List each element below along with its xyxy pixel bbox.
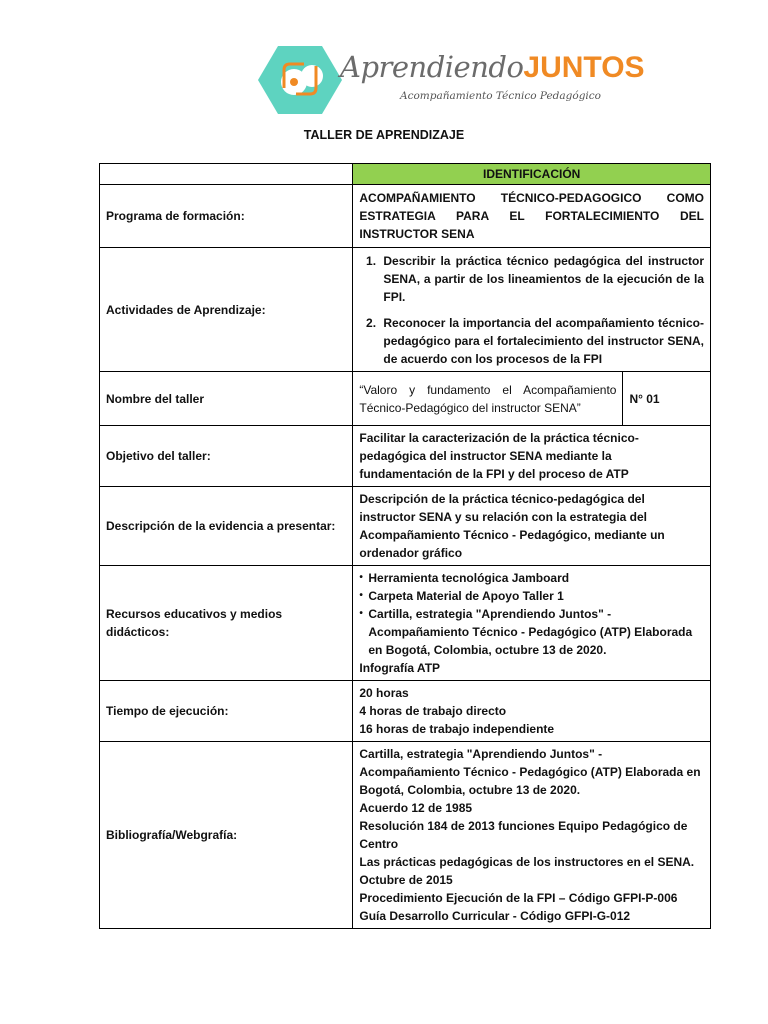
- list-item: 1. Describir la práctica técnico pedagógica del instructor SENA, a partir de los lineamientos de la ejecución de la FPI.: [379, 252, 704, 306]
- objetivo-label: Objetivo del taller:: [100, 426, 353, 487]
- aprendiendo-juntos-logo: [258, 44, 645, 116]
- bibliografia-line: Las prácticas pedagógicas de los instructores en el SENA. Octubre de 2015: [359, 855, 695, 887]
- logo-brand-bold: JUNTOS: [523, 51, 645, 84]
- objetivo-value: Facilitar la caracterización de la práctica técnico-pedagógica del instructor SENA mediante la fundamentación de la FPI y del proceso de ATP: [353, 426, 711, 487]
- evidencia-label: Descripción de la evidencia a presentar:: [100, 487, 353, 566]
- actividades-label: Actividades de Aprendizaje:: [100, 248, 353, 372]
- table-row: [100, 372, 711, 426]
- identification-table: [99, 163, 711, 929]
- nombre-label: Nombre del taller: [100, 372, 353, 426]
- bibliografia-line: Guía Desarrollo Curricular - Código GFPI-G-012: [359, 909, 631, 923]
- bibliografia-label: Bibliografía/Webgrafía:: [100, 742, 353, 929]
- table-row: [100, 742, 711, 929]
- bibliografia-line: Acuerdo 12 de 1985: [359, 801, 473, 815]
- list-item: • Carpeta Material de Apoyo Taller 1: [359, 587, 704, 605]
- tiempo-line: 4 horas de trabajo directo: [359, 704, 507, 718]
- nombre-value: “Valoro y fundamento el Acompañamiento Técnico-Pedagógico del instructor SENA”: [353, 372, 623, 426]
- table-row: [100, 248, 711, 372]
- bibliografia-line: Cartilla, estrategia "Aprendiendo Juntos" - Acompañamiento Técnico - Pedagógico (ATP) Elaborada en Bogotá, Colombia, octubre 13 de 2020.: [359, 747, 701, 797]
- section-header: IDENTIFICACIÓN: [353, 164, 711, 185]
- logo-tagline: Acompañamiento Técnico Pedagógico: [400, 90, 601, 102]
- recursos-label: Recursos educativos y medios didácticos:: [100, 566, 353, 681]
- programa-value: ACOMPAÑAMIENTO TÉCNICO-PEDAGOGICO COMO ESTRATEGIA PARA EL FORTALECIMIENTO DEL INSTRUCTOR SENA: [353, 185, 711, 248]
- hexagon-logo-icon: [258, 44, 342, 116]
- tiempo-line: 16 horas de trabajo independiente: [359, 722, 555, 736]
- tiempo-value: [353, 681, 711, 742]
- table-row: [100, 185, 711, 248]
- recursos-extra: Infografía ATP: [359, 661, 441, 675]
- tiempo-line: 20 horas: [359, 686, 409, 700]
- table-row: [100, 487, 711, 566]
- actividades-list: [359, 252, 704, 368]
- table-row: [100, 566, 711, 681]
- header-spacer-cell: [100, 164, 353, 185]
- programa-label: Programa de formación:: [100, 185, 353, 248]
- recursos-list: [359, 569, 704, 659]
- list-item: • Herramienta tecnológica Jamboard: [359, 569, 704, 587]
- list-item: • Cartilla, estrategia "Aprendiendo Juntos" - Acompañamiento Técnico - Pedagógico (ATP) Elaborada en Bogotá, Colombia, octubre 13 de 2020.: [359, 605, 704, 659]
- tiempo-label: Tiempo de ejecución:: [100, 681, 353, 742]
- logo-brand: [340, 50, 645, 85]
- taller-number: N° 01: [623, 372, 711, 426]
- logo-brand-script: Aprendiendo: [340, 50, 524, 84]
- table-row: [100, 426, 711, 487]
- actividades-value: [353, 248, 711, 372]
- list-item: 2. Reconocer la importancia del acompañamiento técnico-pedagógico para el fortalecimiento del instructor SENA, de acuerdo con los procesos de la FPI: [379, 314, 704, 368]
- evidencia-value: Descripción de la práctica técnico-pedagógica del instructor SENA y su relación con la estrategia del Acompañamiento Técnico - Pedagógico, mediante un ordenador gráfico: [353, 487, 711, 566]
- recursos-value: [353, 566, 711, 681]
- document-title: TALLER DE APRENDIZAJE: [303, 128, 465, 142]
- bibliografia-value: [353, 742, 711, 929]
- table-row: [100, 681, 711, 742]
- bibliografia-line: Resolución 184 de 2013 funciones Equipo Pedagógico de Centro: [359, 819, 688, 851]
- bibliografia-line: Procedimiento Ejecución de la FPI – Código GFPI-P-006: [359, 891, 678, 905]
